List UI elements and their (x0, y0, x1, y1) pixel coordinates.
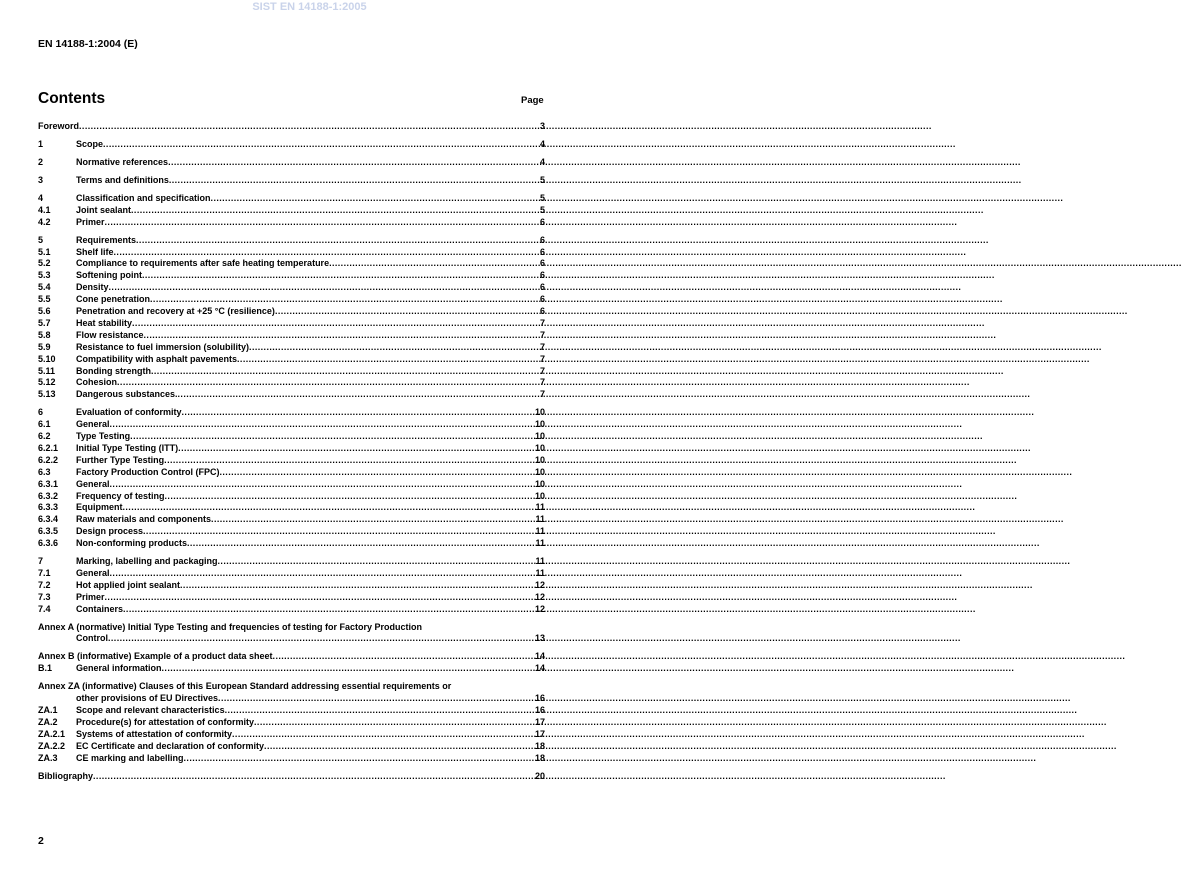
toc-entry-number: 5.11 (38, 365, 56, 376)
leader-dots (168, 157, 539, 169)
toc-entry-page: 6 (539, 258, 545, 269)
toc-entry-page: 7 (539, 329, 545, 340)
annex-a-title-cont: Control (76, 633, 108, 644)
leader-dots (144, 330, 539, 342)
annex-a-entry[interactable] (38, 622, 545, 646)
toc-entry[interactable] (38, 270, 545, 282)
toc-entry-page: 6 (539, 282, 545, 293)
toc-entry[interactable] (38, 318, 545, 330)
toc-entry-number: 3 (38, 174, 44, 185)
toc-entry[interactable] (38, 753, 545, 765)
toc-entry-title: Primer (76, 591, 105, 602)
toc-entry-page: 6 (539, 216, 545, 227)
toc-entry-page: 5 (539, 204, 545, 215)
toc-entry-title: Requirements (76, 234, 137, 245)
leader-dots (123, 604, 534, 616)
toc-entry-page: 10 (534, 407, 545, 418)
toc-entry-title: Evaluation of conformity (76, 407, 182, 418)
toc-entry-page: 17 (534, 728, 545, 739)
toc-entry-page: 10 (534, 442, 545, 453)
toc-entry-title: CE marking and labelling (76, 752, 184, 763)
toc-entry-page: 10 (534, 478, 545, 489)
toc-entry[interactable] (38, 342, 545, 354)
toc-entry[interactable] (38, 526, 545, 538)
toc-entry[interactable] (38, 306, 545, 318)
leader-dots (165, 491, 534, 503)
leader-dots (162, 663, 534, 675)
leader-dots (103, 139, 539, 151)
toc-entry[interactable] (38, 479, 545, 491)
toc-entry-title: General (76, 567, 110, 578)
toc-entry-number: 6.3.4 (38, 514, 59, 525)
leader-dots (273, 651, 534, 663)
toc-entry-page: 4 (539, 138, 545, 149)
bibliography-page: 20 (534, 770, 545, 781)
toc-entry-number: 5.2 (38, 258, 51, 269)
leader-dots (254, 717, 534, 729)
toc-entry-number: 6.3 (38, 466, 51, 477)
leader-dots (211, 514, 534, 526)
leader-dots (237, 354, 539, 366)
toc-entry-page: 6 (539, 306, 545, 317)
toc-entry-title: Design process (76, 526, 144, 537)
leader-dots (136, 235, 539, 247)
toc-entry-number: 5.3 (38, 270, 51, 281)
toc-entry-number: 6.2.1 (38, 442, 59, 453)
leader-dots (232, 729, 534, 741)
toc-entry-title: Heat stability (76, 317, 133, 328)
toc-entry[interactable] (38, 193, 545, 205)
toc-entry-title: Primer (76, 216, 105, 227)
toc-entry[interactable] (38, 741, 545, 753)
toc-entry-number: 6.3.6 (38, 538, 59, 549)
toc-entry-number: 6 (38, 407, 44, 418)
toc-entry-number: 7.2 (38, 579, 51, 590)
leader-dots (130, 431, 534, 443)
toc-entry-title: General (76, 478, 110, 489)
toc-entry[interactable] (38, 294, 545, 306)
toc-entry-number: 7.1 (38, 567, 51, 578)
standard-id: EN 14188-1:2004 (E) (38, 38, 138, 50)
toc-entry[interactable] (38, 443, 545, 455)
toc-entry-title: Penetration and recovery at +25 °C (resilience) (76, 306, 275, 317)
toc-entry-number: 5.10 (38, 353, 56, 364)
leader-dots (180, 580, 534, 592)
toc-entry[interactable] (38, 729, 545, 741)
toc-entry-title: Resistance to fuel immersion (solubility) (76, 341, 250, 352)
page-number: 2 (38, 835, 44, 847)
toc-entry-title: Scope and relevant characteristics (76, 705, 225, 716)
contents-heading: Contents (38, 90, 106, 107)
toc-entry-number: 6.3.3 (38, 502, 59, 513)
toc-entry[interactable] (38, 651, 545, 663)
toc-entry-title: Shelf life (76, 246, 114, 257)
toc-entry-page: 18 (534, 740, 545, 751)
leader-dots (264, 741, 534, 753)
toc-entry-number: 6.3.1 (38, 478, 59, 489)
leader-dots (220, 467, 534, 479)
toc-entry-page: 6 (539, 294, 545, 305)
toc-entry-title: Softening point (76, 270, 142, 281)
leader-dots (114, 247, 539, 259)
leader-dots (132, 318, 539, 330)
toc-entry[interactable] (38, 407, 545, 419)
toc-entry-title: Non-conforming products (76, 538, 187, 549)
toc-entry-title: Cone penetration (76, 294, 151, 305)
toc-entry[interactable] (38, 467, 545, 479)
toc-entry-page: 12 (534, 603, 545, 614)
leader-dots (182, 407, 534, 419)
toc-entry-title: Dangerous substances. (76, 389, 178, 400)
toc-entry[interactable] (38, 663, 545, 675)
toc-entry[interactable] (38, 604, 545, 616)
leader-dots (110, 568, 535, 580)
toc-entry-number: B.1 (38, 663, 53, 674)
toc-entry[interactable] (38, 217, 545, 229)
toc-entry-page: 5 (539, 192, 545, 203)
annex-za-subentries (38, 705, 545, 764)
toc-entry-number: 1 (38, 138, 44, 149)
toc-entry-number: 7.3 (38, 591, 51, 602)
toc-entry-number: ZA.2.2 (38, 740, 66, 751)
toc-entry-page: 6 (539, 234, 545, 245)
toc-entry-number: 5.1 (38, 246, 51, 257)
toc-entry-page: 7 (539, 317, 545, 328)
toc-entry-title: Systems of attestation of conformity (76, 728, 233, 739)
toc-entry[interactable] (38, 556, 545, 568)
page-column-label: Page (521, 95, 544, 106)
toc-entry-number: ZA.2.1 (38, 728, 66, 739)
leader-dots (249, 342, 539, 354)
leader-dots (131, 205, 539, 217)
toc-entry-page: 17 (534, 717, 545, 728)
toc-entry[interactable] (38, 175, 545, 187)
toc-entry-number: 5 (38, 234, 44, 245)
toc-entry-page: 11 (535, 567, 545, 578)
table-of-contents (38, 121, 545, 783)
leader-dots (329, 258, 539, 270)
toc-entry[interactable] (38, 455, 545, 467)
leader-dots (275, 306, 539, 318)
toc-entry[interactable] (38, 139, 545, 151)
toc-entry-title: Normative references (76, 156, 169, 167)
toc-entry[interactable] (38, 366, 545, 378)
toc-entry[interactable] (38, 705, 545, 717)
leader-dots (105, 592, 534, 604)
toc-entry[interactable] (38, 717, 545, 729)
annex-b-section (38, 651, 545, 675)
leader-dots (108, 633, 534, 645)
toc-entry[interactable] (38, 377, 545, 389)
toc-entry[interactable] (38, 205, 545, 217)
annex-za-title-cont: other provisions of EU Directives (76, 693, 219, 704)
toc-entry-title: EC Certificate and declaration of conformity (76, 740, 265, 751)
leader-dots (105, 217, 539, 229)
toc-entry-number: 5.5 (38, 294, 51, 305)
toc-entry-title: Type Testing (76, 431, 131, 442)
toc-entry[interactable] (38, 121, 545, 133)
toc-entry-number: 4.2 (38, 216, 51, 227)
toc-entry[interactable] (38, 502, 545, 514)
toc-entry-number: 5.8 (38, 329, 51, 340)
toc-entry-page: 12 (534, 591, 545, 602)
toc-entry[interactable] (38, 592, 545, 604)
toc-entry-page: 7 (539, 377, 545, 388)
toc-entry-title: Cohesion (76, 377, 118, 388)
leader-dots (109, 282, 539, 294)
toc-entry-title: Marking, labelling and packaging (76, 556, 218, 567)
toc-entry-title: Equipment (76, 502, 123, 513)
leader-dots (178, 389, 539, 401)
toc-entry-number: 5.4 (38, 282, 51, 293)
toc-entry[interactable] (38, 538, 545, 550)
leader-dots (117, 377, 539, 389)
leader-dots (123, 502, 535, 514)
toc-entry[interactable] (38, 580, 545, 592)
leader-dots (143, 526, 534, 538)
toc-entry-title: Bonding strength (76, 365, 151, 376)
toc-entry-title: Compatibility with asphalt pavements (76, 353, 238, 364)
toc-entry-title: Annex B (informative) Example of a product data sheet (38, 651, 273, 662)
toc-entry-page: 10 (534, 419, 545, 430)
toc-entry[interactable] (38, 354, 545, 366)
toc-entry-page: 10 (534, 490, 545, 501)
toc-entry-page: 14 (534, 651, 545, 662)
toc-entry-number: 6.2 (38, 431, 51, 442)
toc-entry-title: Foreword (38, 121, 80, 131)
toc-entry-number: 5.6 (38, 306, 51, 317)
toc-entry-page: 10 (534, 454, 545, 465)
leader-dots (151, 366, 539, 378)
toc-entry-title: Scope (76, 138, 104, 149)
toc-entry-title: Containers (76, 603, 124, 614)
toc-entry-page: 6 (539, 270, 545, 281)
toc-entry[interactable] (38, 235, 545, 247)
toc-entry-number: ZA.2 (38, 717, 58, 728)
leader-dots (211, 193, 539, 205)
annex-za-entry[interactable] (38, 681, 545, 764)
leader-dots (218, 556, 535, 568)
leader-dots (218, 693, 534, 705)
leader-dots (169, 175, 539, 187)
toc-entry[interactable] (38, 330, 545, 342)
toc-entry[interactable] (38, 258, 545, 270)
toc-entry-page: 7 (539, 341, 545, 352)
watermark: SIST EN 14188-1:2005 (252, 1, 367, 13)
leader-dots (164, 455, 534, 467)
leader-dots (178, 443, 534, 455)
leader-dots (184, 753, 534, 765)
toc-entry-number: 6.3.2 (38, 490, 59, 501)
toc-entry-title: Raw materials and components (76, 514, 212, 525)
toc-entry-number: 5.12 (38, 377, 56, 388)
toc-entry-page: 7 (539, 365, 545, 376)
leader-dots (150, 294, 539, 306)
toc-entry-page: 18 (534, 752, 545, 763)
bibliography-title: Bibliography (38, 770, 94, 781)
toc-entry-title: Compliance to requirements after safe heating temperature (76, 258, 330, 269)
toc-entry-title: Joint sealant (76, 204, 132, 215)
annex-za-page: 16 (534, 693, 545, 704)
toc-entry-page: 7 (539, 389, 545, 400)
annex-a-page: 13 (534, 633, 545, 644)
toc-entry-number: 7.4 (38, 603, 51, 614)
toc-entry-title: Flow resistance (76, 329, 144, 340)
toc-entry[interactable] (38, 157, 545, 169)
toc-main-section (38, 121, 545, 616)
toc-entry[interactable] (38, 491, 545, 503)
toc-entry-page: 11 (535, 514, 545, 525)
toc-entry-page: 11 (535, 526, 545, 537)
toc-entry-number: ZA.3 (38, 752, 58, 763)
toc-entry-page: 11 (535, 538, 545, 549)
toc-entry[interactable] (38, 431, 545, 443)
toc-entry-page: 3 (539, 121, 545, 131)
toc-entry-title: Density (76, 282, 109, 293)
leader-dots (187, 538, 534, 550)
toc-entry[interactable] (38, 514, 545, 526)
toc-entry-number: 6.1 (38, 419, 51, 430)
toc-entry[interactable] (38, 389, 545, 401)
toc-entry-number: 4 (38, 192, 44, 203)
toc-entry[interactable] (38, 247, 545, 259)
toc-entry-title: Classification and specification (76, 192, 211, 203)
annex-a-title: Annex A (normative) Initial Type Testing and frequencies of testing for Factory Production (38, 621, 423, 632)
toc-entry-title: Further Type Testing (76, 454, 165, 465)
leader-dots (110, 479, 534, 491)
toc-entry-title: Terms and definitions (76, 174, 169, 185)
leader-dots (110, 419, 534, 431)
toc-entry-page: 7 (539, 353, 545, 364)
leader-dots (79, 121, 539, 133)
toc-entry-title: Initial Type Testing (ITT) (76, 442, 179, 453)
toc-entry-title: General (76, 419, 110, 430)
toc-entry-bibliography[interactable] (38, 771, 545, 783)
toc-entry-page: 11 (535, 556, 545, 567)
toc-entry-title: General information (76, 663, 162, 674)
toc-entry-page: 10 (534, 466, 545, 477)
toc-entry-number: 5.13 (38, 389, 56, 400)
toc-entry-page: 4 (539, 156, 545, 167)
leader-dots (93, 771, 534, 783)
toc-entry-page: 16 (534, 705, 545, 716)
toc-entry[interactable] (38, 419, 545, 431)
toc-entry-page: 6 (539, 246, 545, 257)
toc-entry-page: 10 (534, 431, 545, 442)
toc-entry-number: 6.2.2 (38, 454, 59, 465)
toc-entry[interactable] (38, 282, 545, 294)
leader-dots (225, 705, 534, 717)
toc-entry-number: 2 (38, 156, 44, 167)
annex-za-title: Annex ZA (informative) Clauses of this European Standard addressing essential requirements or (38, 681, 452, 692)
toc-entry-title: Frequency of testing (76, 490, 165, 501)
toc-entry[interactable] (38, 568, 545, 580)
toc-entry-page: 12 (534, 579, 545, 590)
leader-dots (142, 270, 539, 282)
toc-entry-number: 5.9 (38, 341, 51, 352)
toc-entry-title: Procedure(s) for attestation of conformity (76, 717, 255, 728)
toc-entry-number: 6.3.5 (38, 526, 59, 537)
toc-entry-title: Hot applied joint sealant (76, 579, 181, 590)
toc-entry-number: ZA.1 (38, 705, 58, 716)
toc-entry-number: 5.7 (38, 317, 51, 328)
toc-entry-page: 5 (539, 174, 545, 185)
toc-entry-title: Factory Production Control (FPC) (76, 466, 220, 477)
toc-entry-page: 11 (535, 502, 545, 513)
toc-entry-page: 14 (534, 663, 545, 674)
toc-entry-number: 4.1 (38, 204, 51, 215)
toc-entry-number: 7 (38, 556, 44, 567)
